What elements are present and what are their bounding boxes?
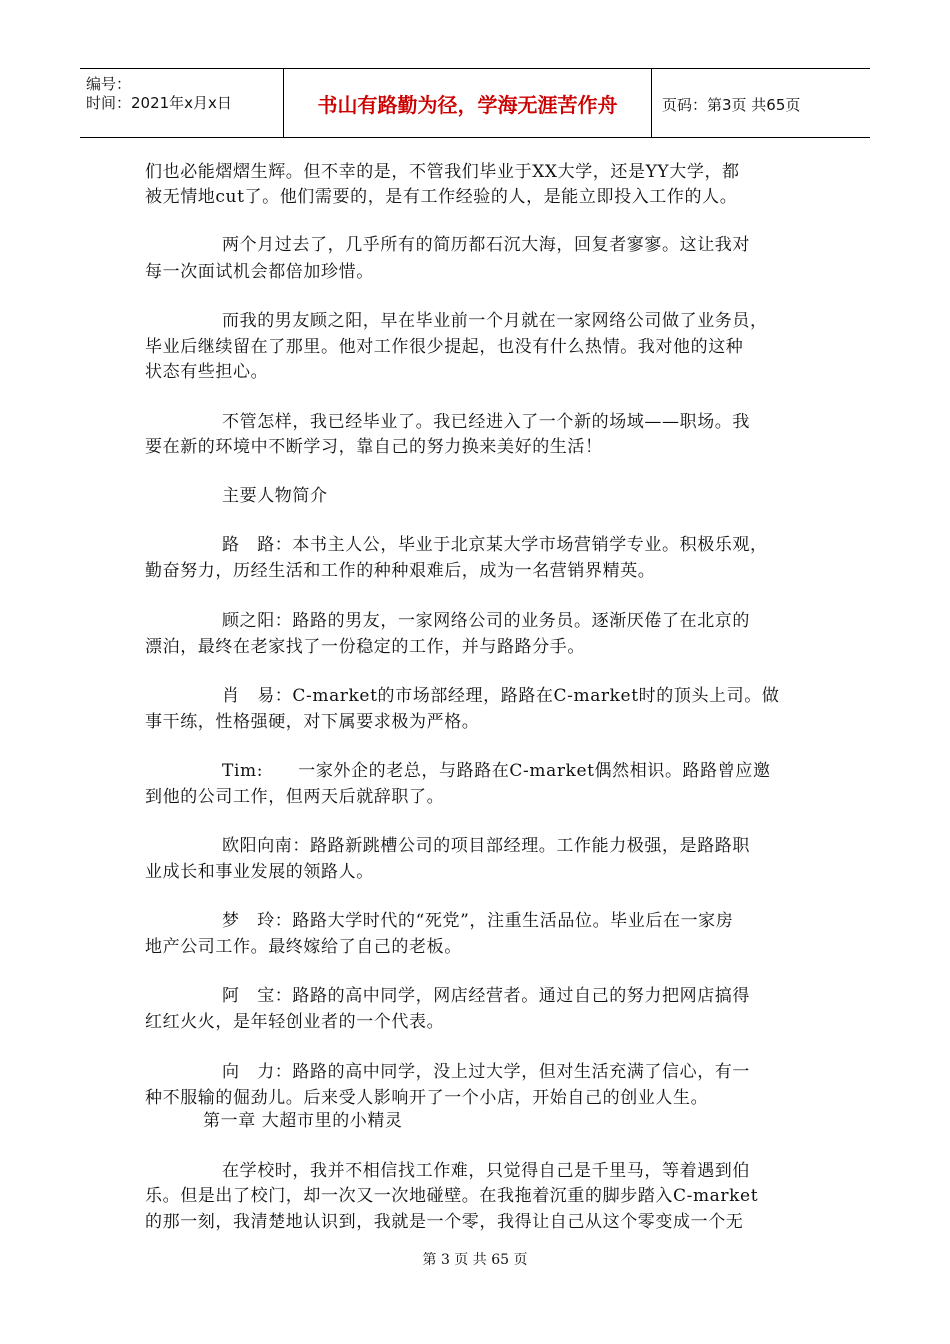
header-motto-cell (284, 69, 652, 137)
page-footer: 第 3 页 共 65 页 (422, 1252, 528, 1268)
page-header (80, 68, 870, 138)
body-line: 向 力：路路的高中同学，没上过大学，但对生活充满了信心，有一 (222, 1062, 750, 1082)
body-line: 种不服输的倔劲儿。后来受人影响开了一个小店，开始自己的创业人生。 (145, 1088, 709, 1108)
body-line: 不管怎样，我已经毕业了。我已经进入了一个新的场域——职场。我 (222, 412, 750, 432)
body-line: 阿 宝：路路的高中同学，网店经营者。通过自己的努力把网店搞得 (222, 986, 750, 1006)
body-line: 漂泊，最终在老家找了一份稳定的工作，并与路路分手。 (145, 637, 585, 657)
body-line: 业成长和事业发展的领路人。 (145, 862, 374, 882)
chapter-heading: 第一章 大超市里的小精灵 (203, 1111, 403, 1131)
section-heading: 主要人物简介 (222, 486, 328, 506)
body-line: 路 路：本书主人公，毕业于北京某大学市场营销学专业。积极乐观， (222, 535, 768, 555)
body-line: 在学校时，我并不相信找工作难，只觉得自己是千里马，等着遇到伯 (222, 1161, 750, 1181)
body-line: 两个月过去了，几乎所有的简历都石沉大海，回复者寥寥。这让我对 (222, 235, 750, 255)
body-line: 乐。但是出了校门，却一次又一次地碰壁。在我拖着沉重的脚步踏入C-market (145, 1186, 759, 1206)
document-time-label: 时间：2021年x月x日 (86, 94, 232, 112)
body-line: 状态有些担心。 (145, 362, 269, 382)
body-line: 的那一刻，我清楚地认识到，我就是一个零，我得让自己从这个零变成一个无 (145, 1212, 744, 1232)
header-motto: 书山有路勤为径，学海无涯苦作舟 (317, 93, 618, 117)
body-line: 肖 易：C-market的市场部经理，路路在C-market时的顶头上司。做 (222, 686, 780, 706)
document-number-label: 编号： (86, 75, 132, 93)
body-line: 毕业后继续留在了那里。他对工作很少提起，也没有什么热情。我对他的这种 (145, 337, 744, 357)
body-line: 每一次面试机会都倍加珍惜。 (145, 262, 374, 282)
body-line: Tim: 一家外企的老总，与路路在C-market偶然相识。路路曾应邀 (222, 761, 771, 781)
body-line: 欧阳向南：路路新跳槽公司的项目部经理。工作能力极强，是路路职 (222, 836, 750, 856)
body-line: 被无情地cut了。他们需要的，是有工作经验的人，是能立即投入工作的人。 (145, 187, 738, 207)
body-line: 顾之阳：路路的男友，一家网络公司的业务员。逐渐厌倦了在北京的 (222, 611, 750, 631)
body-line: 而我的男友顾之阳，早在毕业前一个月就在一家网络公司做了业务员， (222, 311, 768, 331)
body-line: 们也必能熠熠生辉。但不幸的是，不管我们毕业于XX大学，还是YY大学，都 (145, 162, 740, 182)
header-page-cell (652, 69, 870, 137)
body-line: 地产公司工作。最终嫁给了自己的老板。 (145, 937, 462, 957)
body-line: 到他的公司工作，但两天后就辞职了。 (145, 787, 445, 807)
body-line: 梦 玲：路路大学时代的“死党”，注重生活品位。毕业后在一家房 (222, 911, 734, 931)
body-line: 要在新的环境中不断学习，靠自己的努力换来美好的生活！ (145, 437, 603, 457)
body-line: 红红火火，是年轻创业者的一个代表。 (145, 1012, 445, 1032)
header-meta-cell (80, 69, 284, 137)
body-line: 事干练，性格强硬，对下属要求极为严格。 (145, 712, 480, 732)
header-page-number: 页码：第3页 共65页 (662, 96, 801, 114)
body-line: 勤奋努力，历经生活和工作的种种艰难后，成为一名营销界精英。 (145, 561, 656, 581)
